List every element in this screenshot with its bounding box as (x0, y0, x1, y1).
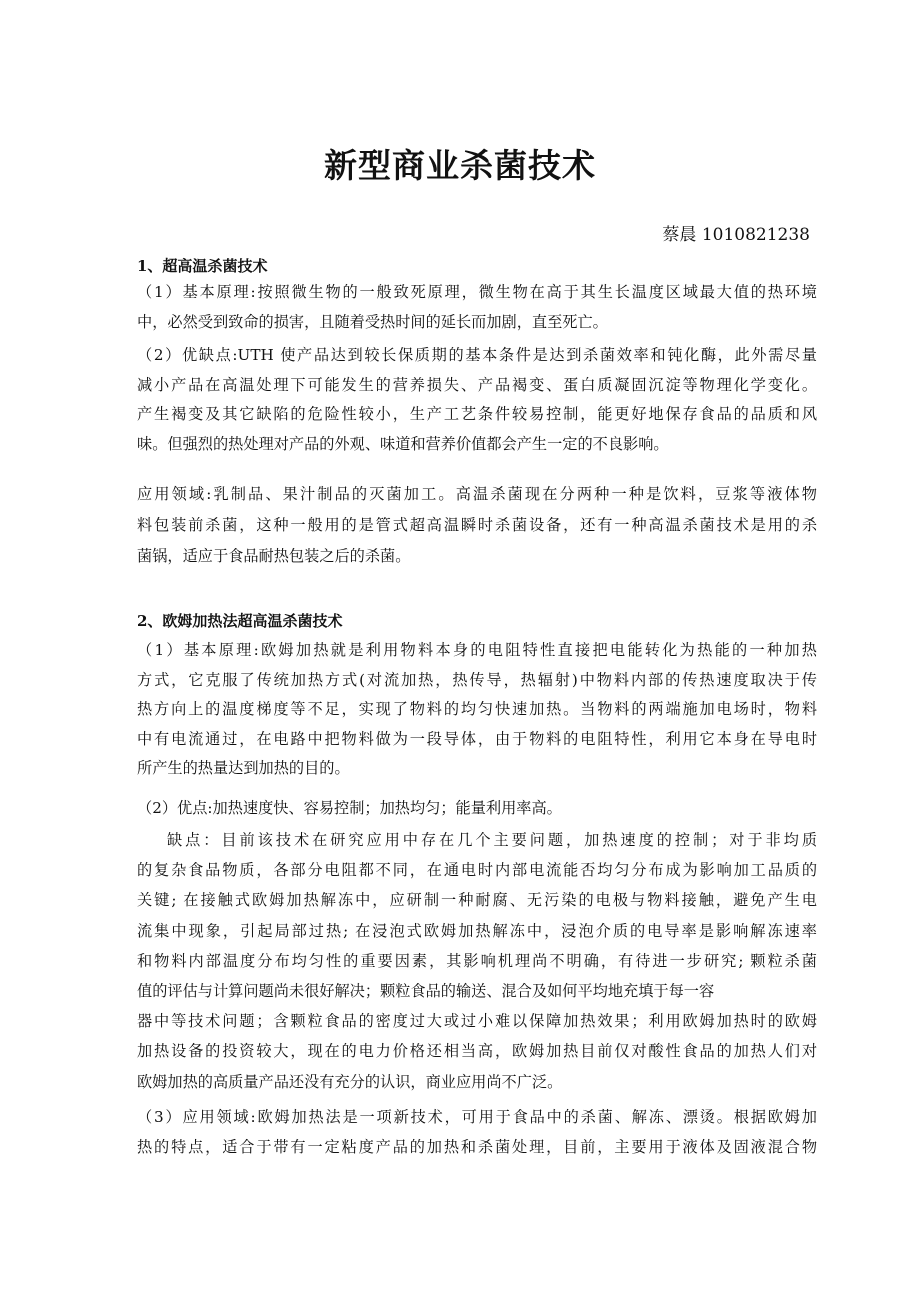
section-heading-2: 2、欧姆加热法超高温杀菌技术 (137, 612, 343, 630)
document-title: 新型商业杀菌技术 (324, 146, 596, 185)
text-line: 产生褐变及其它缺陷的危险性较小，生产工艺条件较易控制，能更好地保存食品的品质和风 (137, 405, 817, 424)
section2-advantages-paragraph (137, 794, 817, 824)
text-line: （1）基本原理:按照微生物的一般致死原理，微生物在高于其生长温度区域最大值的热环境 (137, 283, 817, 301)
text-line: 味。但强烈的热处理对产品的外观、味道和营养价值都会产生一定的不良影响。 (137, 434, 669, 453)
author-line: 蔡晨 1010821238 (662, 225, 810, 245)
text-line: （1）基本原理:欧姆加热就是利用物料本身的电阻特性直接把电能转化为热能的一种加热 (137, 641, 817, 659)
text-line: 的复杂食品物质，各部分电阻都不同，在通电时内部电流能否均匀分布成为影响加工品质的 (137, 861, 817, 880)
text-line: （2）优点:加热速度快、容易控制；加热均匀；能量利用率高。 (137, 799, 562, 817)
text-line: 减小产品在高温处理下可能发生的营养损失、产品褐变、蛋白质凝固沉淀等物理化学变化。 (137, 375, 817, 394)
text-line: 应用领域:乳制品、果汁制品的灭菌加工。高温杀菌现在分两种一种是饮料，豆浆等液体物 (137, 485, 817, 503)
text-line: 流集中现象，引起局部过热; 在浸泡式欧姆加热解冻中，浸泡介质的电导率是影响解冻速率 (137, 921, 817, 940)
text-line: 中有电流通过，在电路中把物料做为一段导体，由于物料的电阻特性，利用它本身在导电时 (137, 729, 817, 748)
text-line: （2）优缺点:UTH 使产品达到较长保质期的基本条件是达到杀菌效率和钝化酶，此外需尽量 (137, 346, 817, 364)
section-heading-1: 1、超高温杀菌技术 (137, 257, 268, 275)
text-line: 料包装前杀菌，这种一般用的是管式超高温瞬时杀菌设备，还有一种高温杀菌技术是用的杀 (137, 516, 817, 534)
text-line: 加热设备的投资较大，现在的电力价格还相当高，欧姆加热目前仅对酸性食品的加热人们对 (137, 1042, 817, 1061)
section2-application-paragraph (137, 1103, 817, 1162)
section2-principle-paragraph (137, 636, 817, 784)
text-line: 方式，它克服了传统加热方式(对流加热，热传导，热辐射)中物料内部的传热速度取决于传 (137, 670, 817, 689)
text-line: 中，必然受到致命的损害，且随着受热时间的延长而加剧，直至死亡。 (137, 312, 608, 331)
text-line: 菌锅，适应于食品耐热包装之后的杀菌。 (137, 547, 411, 565)
text-line: （3）应用领域:欧姆加热法是一项新技术，可用于食品中的杀菌、解冻、漂烫。根据欧姆加 (137, 1108, 817, 1126)
text-line: 热的特点，适合于带有一定粘度产品的加热和杀菌处理，目前，主要用于液体及固液混合物 (137, 1137, 817, 1156)
section1-application-paragraph (137, 479, 817, 572)
text-line: 值的评估与计算问题尚未很好解决；颗粒食品的输送、混合及如何平均地充填于每一容 (137, 982, 715, 1001)
text-line: 和物料内部温度分布均匀性的重要因素，其影响机理尚不明确，有待进一步研究; 颗粒杀菌 (137, 951, 817, 970)
section2-disadvantages-paragraph (137, 825, 817, 1097)
text-line: 关键; 在接触式欧姆加热解冻中，应研制一种耐腐、无污染的电极与物料接触，避免产生电 (137, 891, 817, 910)
text-line: 所产生的热量达到加热的目的。 (137, 759, 350, 778)
text-line: 缺点：目前该技术在研究应用中存在几个主要问题，加热速度的控制；对于非均质 (167, 831, 817, 849)
text-line: 器中等技术问题；含颗粒食品的密度过大或过小难以保障加热效果；利用欧姆加热时的欧姆 (137, 1012, 817, 1031)
text-line: 热方向上的温度梯度等不足，实现了物料的均匀快速加热。当物料的两端施加电场时，物料 (137, 700, 817, 719)
section1-principle-paragraph (137, 278, 817, 337)
text-line: 欧姆加热的高质量产品还没有充分的认识，商业应用尚不广泛。 (137, 1072, 563, 1091)
section1-pros-cons-paragraph (137, 341, 817, 459)
